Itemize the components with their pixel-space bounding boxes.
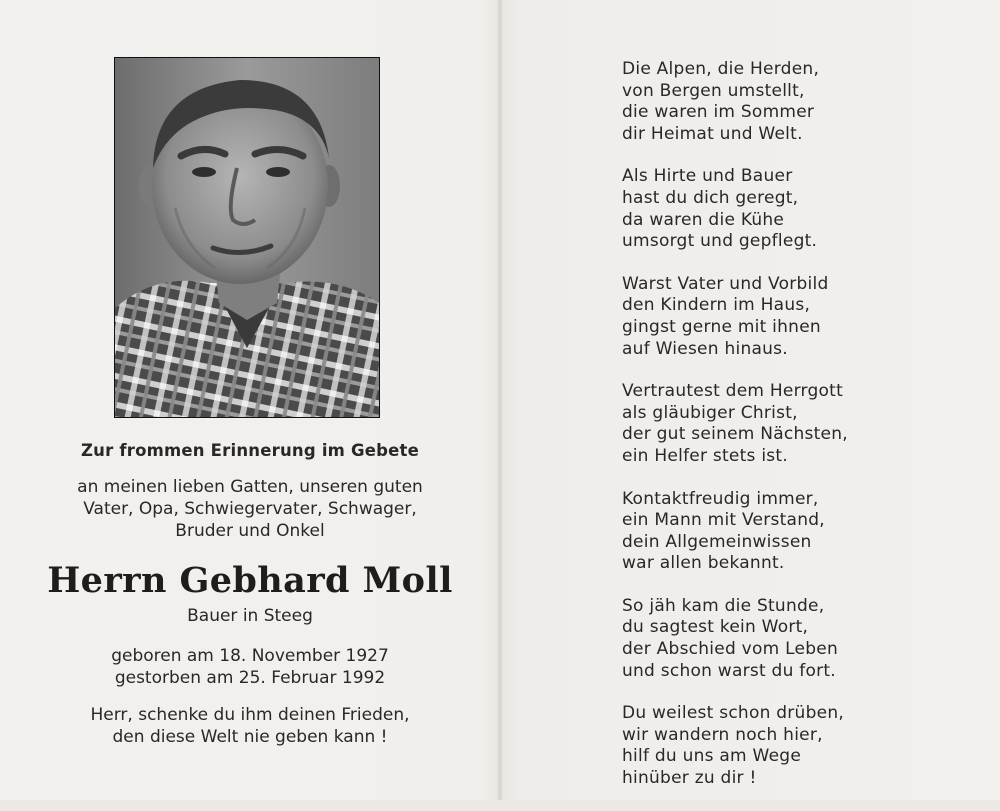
poem-line: der gut seinem Nächsten, xyxy=(622,424,848,445)
deceased-name: Herrn Gebhard Moll xyxy=(47,560,453,601)
poem-line: der Abschied vom Leben xyxy=(622,639,838,660)
poem-line: dein Allgemeinwissen xyxy=(622,531,812,552)
poem-line: ein Helfer stets ist. xyxy=(622,445,788,466)
poem-line: Kontaktfreudig immer, xyxy=(622,488,819,509)
dedication-line: an meinen lieben Gatten, unseren guten xyxy=(77,477,423,497)
poem-line: umsorgt und gepflegt. xyxy=(622,231,818,252)
poem-line: da waren die Kühe xyxy=(622,209,785,230)
poem-line: gingst gerne mit ihnen xyxy=(622,316,821,337)
poem-line: den Kindern im Haus, xyxy=(622,295,811,316)
poem-line: Warst Vater und Vorbild xyxy=(622,273,829,294)
poem-line: Vertrautest dem Herrgott xyxy=(622,381,844,402)
dedication xyxy=(40,476,460,542)
poem-line: wir wandern noch hier, xyxy=(622,724,823,745)
poem-stanza xyxy=(622,489,942,575)
prayer-line: Herr, schenke du ihm deinen Frieden, xyxy=(90,705,410,725)
portrait-photo xyxy=(114,57,380,418)
prayer xyxy=(40,704,460,748)
poem-line: Die Alpen, die Herden, xyxy=(622,59,820,79)
poem-line: von Bergen umstellt, xyxy=(622,80,805,101)
poem-line: hilf du uns am Wege xyxy=(622,746,802,767)
poem-stanza xyxy=(622,381,942,467)
life-dates xyxy=(40,645,460,689)
poem-line: war allen bekannt. xyxy=(622,553,785,574)
birth-date: geboren am 18. November 1927 xyxy=(111,646,389,666)
poem-line: die waren im Sommer xyxy=(622,102,815,123)
dedication-line: Vater, Opa, Schwiegervater, Schwager, xyxy=(83,499,417,519)
poem-line: hinüber zu dir ! xyxy=(622,768,757,789)
poem-line: So jäh kam die Stunde, xyxy=(622,595,825,616)
poem-line: dir Heimat und Welt. xyxy=(622,123,803,144)
memorial-heading: Zur frommen Erinnerung im Gebete xyxy=(80,441,420,460)
poem-line: Du weilest schon drüben, xyxy=(622,703,845,724)
poem-stanza xyxy=(622,596,942,682)
poem-stanza xyxy=(622,59,942,145)
death-date: gestorben am 25. Februar 1992 xyxy=(114,668,386,688)
memorial-poem xyxy=(622,59,942,811)
dedication-line: Bruder und Onkel xyxy=(175,521,325,541)
poem-line: Als Hirte und Bauer xyxy=(622,166,793,187)
poem-line: ein Mann mit Verstand, xyxy=(622,510,825,531)
poem-stanza xyxy=(622,274,942,360)
poem-stanza xyxy=(622,703,942,789)
poem-line: hast du dich geregt, xyxy=(622,187,799,208)
occupation: Bauer in Steeg xyxy=(187,606,313,626)
poem-stanza xyxy=(622,166,942,252)
poem-line: als gläubiger Christ, xyxy=(622,402,798,423)
poem-line: und schon warst du fort. xyxy=(622,660,836,681)
poem-line: auf Wiesen hinaus. xyxy=(622,338,788,359)
poem-line: du sagtest kein Wort, xyxy=(622,617,809,638)
prayer-line: den diese Welt nie geben kann ! xyxy=(112,727,388,747)
card-fold xyxy=(497,0,503,800)
